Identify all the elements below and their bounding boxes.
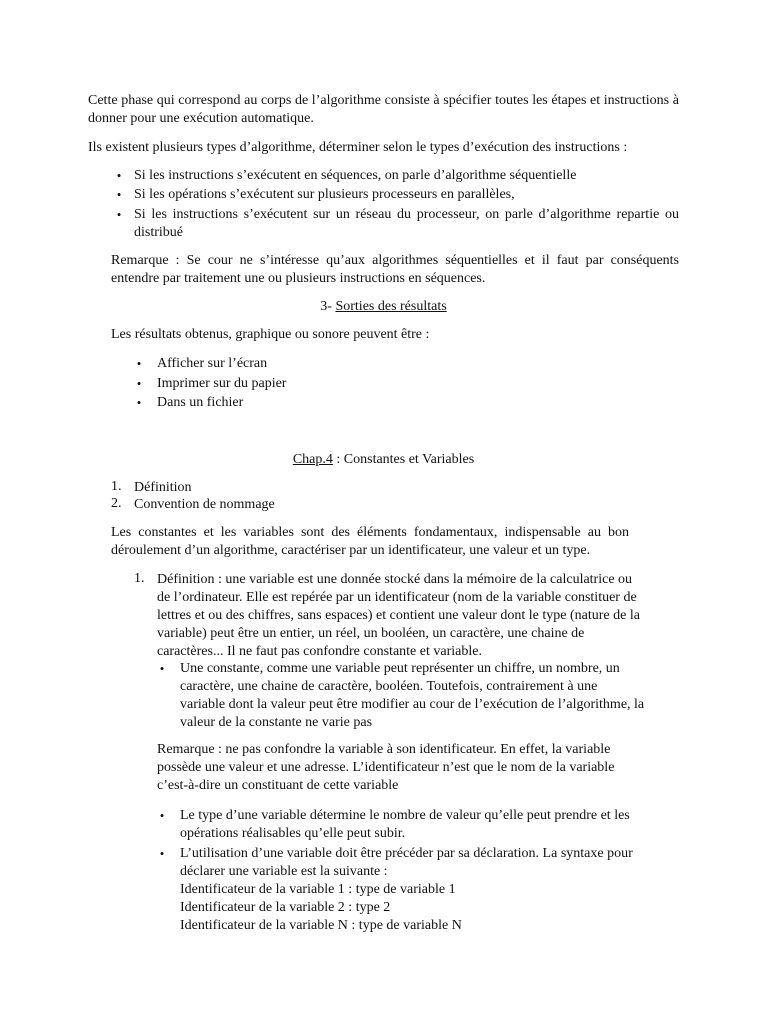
type-bullet — [180, 807, 685, 843]
bullet-icon: • — [159, 808, 165, 823]
syntax-line: Identificateur de la variable 1 : type de variable 1 — [180, 882, 456, 897]
chapter-intro-paragraph: Les constantes et les variables sont des éléments fondamentaux, indispensable au bon déroulement d’un algorithme, caractériser par un identificateur, une valeur et un type. — [111, 525, 629, 558]
bullet-icon: • — [136, 376, 142, 391]
text-line: variable) peut être un entier, un réel, un booléen, un caractère, une chaine de — [157, 626, 585, 641]
list-item: Dans un fichier — [157, 395, 244, 410]
definition-number: 1. — [134, 571, 145, 586]
definition-block — [157, 571, 682, 661]
text-line: Le type d’une variable détermine le nombre de valeur qu’elle peut prendre et les — [180, 808, 630, 823]
bullet-icon: • — [159, 661, 165, 676]
section-3-number: 3- — [320, 299, 336, 314]
text-line: Remarque : ne pas confondre la variable à son identificateur. En effet, la variable — [157, 742, 611, 757]
results-lead: Les résultats obtenus, graphique ou sonore peuvent être : — [111, 327, 430, 342]
text-line: valeur de la constante ne varie pas — [180, 715, 373, 730]
list-item: Imprimer sur du papier — [157, 376, 287, 391]
text-line: Une constante, comme une variable peut représenter un chiffre, un nombre, un — [180, 661, 620, 676]
constant-bullet — [180, 660, 685, 732]
text-line: déclarer une variable est la suivante : — [180, 864, 388, 879]
declaration-bullet — [180, 845, 685, 935]
toc-item: Convention de nommage — [134, 497, 275, 512]
toc-number: 1. — [111, 479, 122, 494]
text-line: c’est-à-dire un constituant de cette variable — [157, 778, 399, 793]
list-item: Si les instructions s’exécutent sur un réseau du processeur, on parle d’algorithme repartie ou distribué — [134, 207, 679, 240]
list-item: Si les instructions s’exécutent en séquences, on parle d’algorithme séquentielle — [134, 168, 577, 183]
text-line: caractère, une chaine de caractère, booléen. Toutefois, contrairement à une — [180, 679, 598, 694]
bullet-icon: • — [159, 846, 165, 861]
identifier-remark — [157, 741, 677, 795]
text-line: lettres et ou des chiffres, sans espaces) et contient une valeur dont le type (nature de la — [157, 608, 640, 623]
text-line: opérations réalisables qu’elle peut subir. — [180, 826, 406, 841]
chapter-title: : Constantes et Variables — [332, 452, 475, 467]
text-line: caractères... Il ne faut pas confondre constante et variable. — [157, 644, 482, 659]
bullet-icon: • — [116, 207, 122, 222]
text-line: possède une valeur et une adresse. L’identificateur n’est que le nom de la variable — [157, 760, 615, 775]
bullet-icon: • — [136, 356, 142, 371]
list-item: Si les opérations s’exécutent sur plusieurs processeurs en parallèles, — [134, 187, 515, 202]
bullet-icon: • — [116, 168, 122, 183]
text-line: de l’ordinateur. Elle est repérée par un identificateur (nom de la variable constituer de — [157, 590, 637, 605]
remark-paragraph: Remarque : Se cour ne s’intéresse qu’aux algorithmes séquentielles et il faut par conséquents entendre par traitement une ou plusieurs instructions en séquences. — [111, 253, 679, 286]
chapter-label: Chap.4 — [292, 452, 333, 467]
text-line: L’utilisation d’une variable doit être précéder par sa déclaration. La syntaxe pour — [180, 846, 633, 861]
toc-number: 2. — [111, 496, 122, 511]
text-line: Définition : une variable est une donnée stocké dans la mémoire de la calculatrice ou — [157, 572, 633, 587]
syntax-line: Identificateur de la variable N : type de variable N — [180, 918, 462, 933]
intro-paragraph: Cette phase qui correspond au corps de l’algorithme consiste à spécifier toutes les étapes et instructions à donner pour une exécution automatique. — [88, 93, 679, 126]
list-item: Afficher sur l’écran — [157, 356, 268, 371]
bullet-icon: • — [136, 395, 142, 410]
section-3-title: Sorties des résultats — [335, 299, 447, 314]
toc-item: Définition — [134, 480, 192, 495]
section-3-heading — [88, 298, 679, 316]
algorithm-types-paragraph: Ils existent plusieurs types d’algorithme, déterminer selon le types d’exécution des instructions : — [88, 140, 628, 155]
text-line: variable dont la valeur peut être modifier au cour de l’exécution de l’algorithme, la — [180, 697, 645, 712]
chapter-4-heading — [88, 451, 679, 469]
bullet-icon: • — [116, 187, 122, 202]
syntax-line: Identificateur de la variable 2 : type 2 — [180, 900, 391, 915]
